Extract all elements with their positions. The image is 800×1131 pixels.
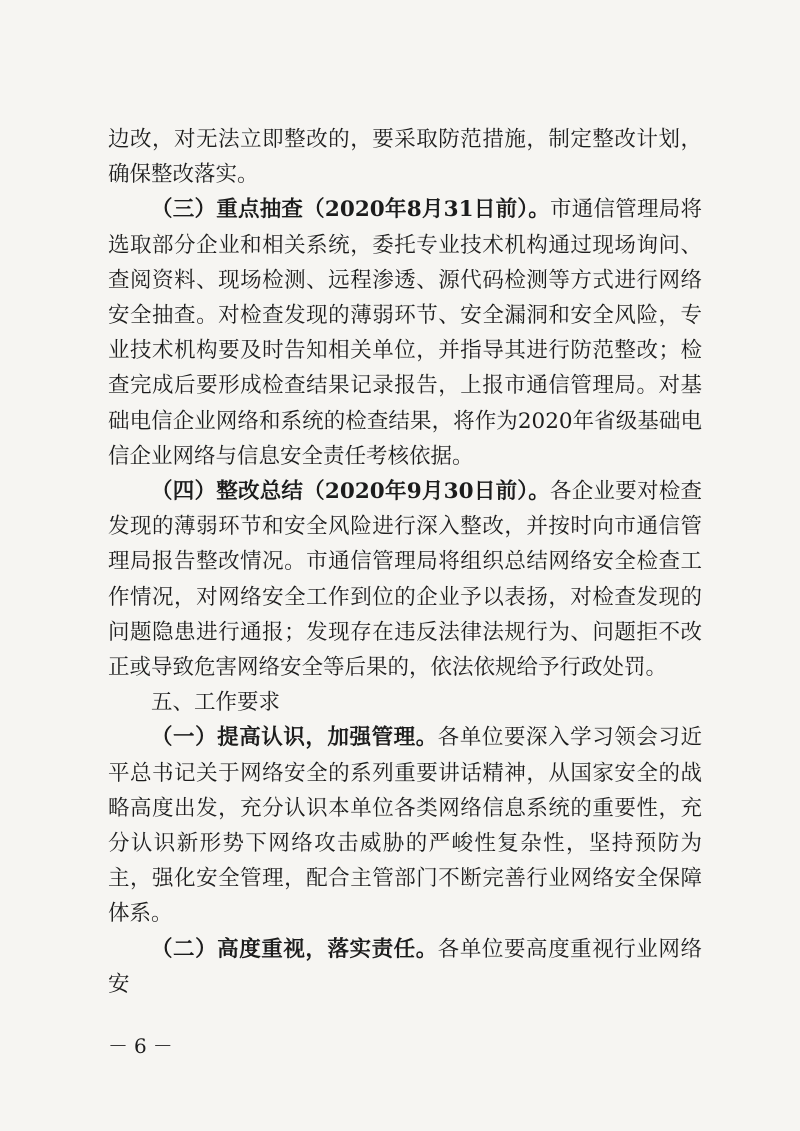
paragraph-text: 边改，对无法立即整改的，要采取防范措施，制定整改计划，确保整改落实。: [108, 127, 702, 188]
page-number: －6－: [108, 1034, 179, 1058]
paragraph-heading: （三）重点抽查（2020年8月31日前）。: [151, 197, 551, 223]
section-heading-work-requirements: [108, 685, 702, 720]
paragraph-heading: （四）整改总结（2020年9月30日前）。: [151, 479, 551, 505]
section-heading-text: 五、工作要求: [151, 690, 281, 716]
paragraph-key-inspection: [108, 192, 702, 474]
paragraph-heading: （一）提高认识，加强管理。: [151, 725, 438, 751]
paragraph-continuation: [108, 122, 702, 192]
document-body: [108, 122, 702, 1002]
paragraph-text: 市通信管理局将选取部分企业和相关系统，委托专业技术机构通过现场询问、查阅资料、现场检测、远程渗透、源代码检测等方式进行网络安全抽查。对检查发现的薄弱环节、安全漏洞和安全风险，专业技术机构要及时告知相关单位，并指导其进行防范整改；检查完成后要形成检查结果记录报告，上报市通信管理局。对基础电信企业网络和系统的检查结果，将作为2020年省级基础电信企业网络与信息安全责任考核依据。: [108, 197, 702, 469]
paragraph-heading: （二）高度重视，落实责任。: [151, 936, 438, 962]
paragraph-text: 各企业要对检查发现的薄弱环节和安全风险进行深入整改，并按时向市通信管理局报告整改情况。市通信管理局将组织总结网络安全检查工作情况，对网络安全工作到位的企业予以表扬，对检查发现的问题隐患进行通报；发现存在违反法律法规行为、问题拒不改正或导致危害网络安全等后果的，依法依规给予行政处罚。: [108, 479, 702, 681]
paragraph-attach-importance: [108, 932, 702, 1002]
paragraph-rectification-summary: [108, 474, 702, 685]
paragraph-raise-awareness: [108, 720, 702, 931]
paragraph-text: 各单位要高度重视行业网络安: [108, 936, 702, 997]
paragraph-text: 各单位要深入学习领会习近平总书记关于网络安全的系列重要讲话精神，从国家安全的战略高度出发，充分认识本单位各类网络信息系统的重要性，充分认识新形势下网络攻击威胁的严峻性复杂性，坚持预防为主，强化安全管理，配合主管部门不断完善行业网络安全保障体系。: [108, 725, 702, 927]
